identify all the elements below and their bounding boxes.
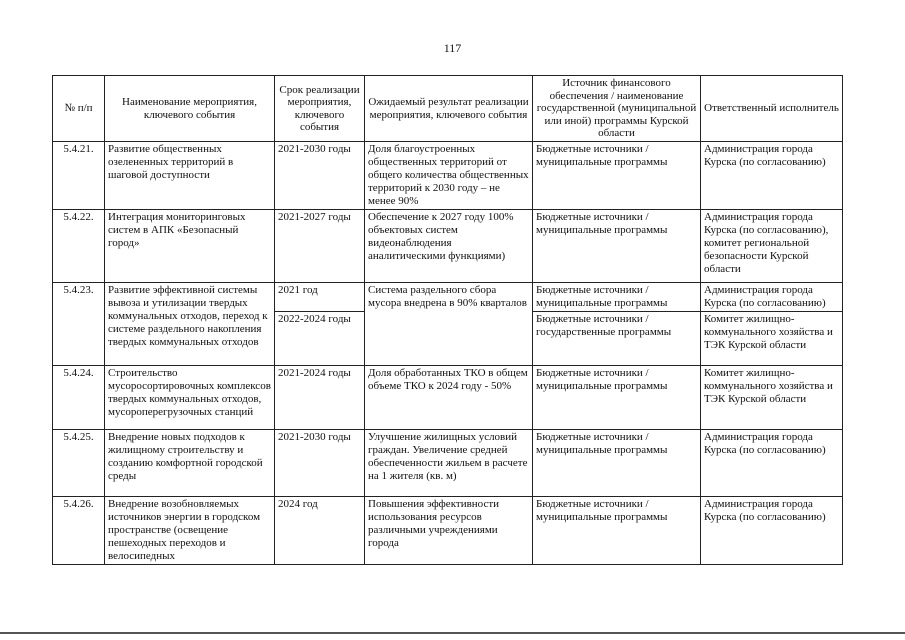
table-row: [53, 210, 843, 283]
row-term: 2022-2024 годы: [275, 312, 365, 366]
header-executor: Ответственный исполнитель: [701, 76, 843, 142]
row-term: 2021-2030 годы: [275, 142, 365, 210]
row-name: Внедрение возобновляемых источников энергии в городском пространстве (освещение пешеходных переходов и велосипедных: [105, 497, 275, 565]
table-row: [53, 430, 843, 497]
row-number: 5.4.25.: [53, 430, 105, 497]
row-result: Повышения эффективности использования ресурсов различными учреждениями города: [365, 497, 533, 565]
row-executor: Администрация города Курска (по согласованию): [701, 283, 843, 312]
row-name: Внедрение новых подходов к жилищному строительству и созданию комфортной городской среды: [105, 430, 275, 497]
row-source: Бюджетные источники / муниципальные программы: [533, 430, 701, 497]
header-name: Наименование мероприятия, ключевого события: [105, 76, 275, 142]
row-result: Система раздельного сбора мусора внедрена в 90% кварталов: [365, 283, 533, 366]
row-number: 5.4.26.: [53, 497, 105, 565]
table-header-row: [53, 76, 843, 142]
row-source: Бюджетные источники / муниципальные программы: [533, 497, 701, 565]
row-source: Бюджетные источники / муниципальные программы: [533, 210, 701, 283]
row-result: Доля обработанных ТКО в общем объеме ТКО к 2024 году - 50%: [365, 366, 533, 430]
row-source: Бюджетные источники / муниципальные программы: [533, 283, 701, 312]
scan-edge-line: [0, 632, 905, 634]
row-result: Обеспечение к 2027 году 100% объектовых систем видеонаблюдения аналитическими функциями): [365, 210, 533, 283]
row-executor: Администрация города Курска (по согласованию), комитет региональной безопасности Курской области: [701, 210, 843, 283]
row-executor: Комитет жилищно-коммунального хозяйства и ТЭК Курской области: [701, 366, 843, 430]
table-row: [53, 283, 843, 312]
table-row: [53, 497, 843, 565]
row-term: 2021-2027 годы: [275, 210, 365, 283]
table-row: [53, 142, 843, 210]
row-term: 2021-2030 годы: [275, 430, 365, 497]
row-source: Бюджетные источники / муниципальные программы: [533, 366, 701, 430]
row-source: Бюджетные источники / государственные программы: [533, 312, 701, 366]
header-number: № п/п: [53, 76, 105, 142]
row-source: Бюджетные источники / муниципальные программы: [533, 142, 701, 210]
row-name: Развитие общественных озелененных территорий в шаговой доступности: [105, 142, 275, 210]
page-number: 117: [443, 41, 462, 55]
row-term: 2021 год: [275, 283, 365, 312]
measures-table: [52, 75, 843, 565]
row-executor: Администрация города Курска (по согласованию): [701, 497, 843, 565]
row-result: Доля благоустроенных общественных территорий от общего количества общественных территорий к 2030 году – не менее 90%: [365, 142, 533, 210]
row-executor: Администрация города Курска (по согласованию): [701, 142, 843, 210]
row-number: 5.4.23.: [53, 283, 105, 366]
row-term: 2021-2024 годы: [275, 366, 365, 430]
row-executor: Комитет жилищно-коммунального хозяйства и ТЭК Курской области: [701, 312, 843, 366]
row-number: 5.4.21.: [53, 142, 105, 210]
header-result: Ожидаемый результат реализации мероприятия, ключевого события: [365, 76, 533, 142]
row-term: 2024 год: [275, 497, 365, 565]
header-source: Источник финансового обеспечения / наименование государственной (муниципальной или иной) программы Курской области: [533, 76, 701, 142]
row-number: 5.4.24.: [53, 366, 105, 430]
row-name: Строительство мусоросортировочных комплексов твердых коммунальных отходов, мусороперегрузочных станций: [105, 366, 275, 430]
row-executor: Администрация города Курска (по согласованию): [701, 430, 843, 497]
table-row: [53, 366, 843, 430]
header-term: Срок реализации мероприятия, ключевого события: [275, 76, 365, 142]
row-name: Развитие эффективной системы вывоза и утилизации твердых коммунальных отходов, переход к системе раздельного накопления твердых коммунальных отходов: [105, 283, 275, 366]
row-number: 5.4.22.: [53, 210, 105, 283]
row-name: Интеграция мониторинговых систем в АПК «Безопасный город»: [105, 210, 275, 283]
row-result: Улучшение жилищных условий граждан. Увеличение средней обеспеченности жильем в расчете на 1 жителя (кв. м): [365, 430, 533, 497]
